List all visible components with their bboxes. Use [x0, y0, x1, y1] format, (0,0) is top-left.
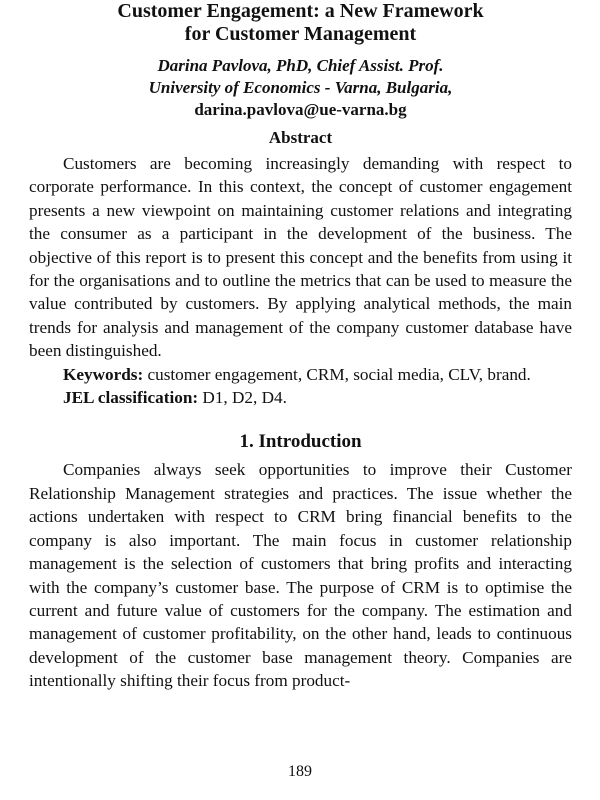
jel-line: [29, 386, 572, 409]
author-block: [29, 55, 572, 99]
paper-title: [29, 0, 572, 46]
title-line-1: Customer Engagement: a New Framework: [117, 0, 484, 22]
abstract-paragraph: Customers are becoming increasingly demanding with respect to corporate performance. In this context, the concept of customer engagement presents a new viewpoint on maintaining customer relations and integrating the consumer as a participant in the development of the business. The objective of this report is to present this concept and the benefits from using it for the organisations and to outline the metrics that can be used to measure the value contributed by customers. By applying analytical methods, the main trends for analysis and management of the company customer database have been distinguished.: [29, 154, 572, 361]
section-heading-introduction: 1. Introduction: [239, 431, 362, 453]
abstract-heading: Abstract: [268, 128, 333, 147]
keywords-line: [29, 363, 572, 386]
keywords-text: customer engagement, CRM, social media, CLV, brand.: [143, 364, 531, 384]
jel-text: D1, D2, D4.: [198, 388, 287, 408]
author-affiliation: University of Economics - Varna, Bulgaria,: [148, 78, 453, 97]
author-email: darina.pavlova@ue-varna.bg: [194, 100, 407, 119]
page-number: 189: [288, 763, 312, 780]
keywords-label: Keywords:: [63, 364, 144, 384]
jel-label: JEL classification:: [63, 388, 199, 408]
author-name: Darina Pavlova, PhD, Chief Assist. Prof.: [157, 56, 444, 75]
introduction-paragraph: Companies always seek opportunities to improve their Customer Relationship Management strategies and practices. The issue whether the actions undertaken with respect to CRM bring financial benefits to the company is also important. The main focus in customer relationship management is the selection of customers that bring profits and interacting with the company’s customer base. The purpose of CRM is to optimise the current and future value of customers for the company. The estimation and management of customer profitability, on the other hand, leads to continuous development of the customer base management theory. Companies are intentionally shifting their focus from product-: [29, 460, 572, 691]
title-line-2: for Customer Management: [184, 23, 417, 45]
